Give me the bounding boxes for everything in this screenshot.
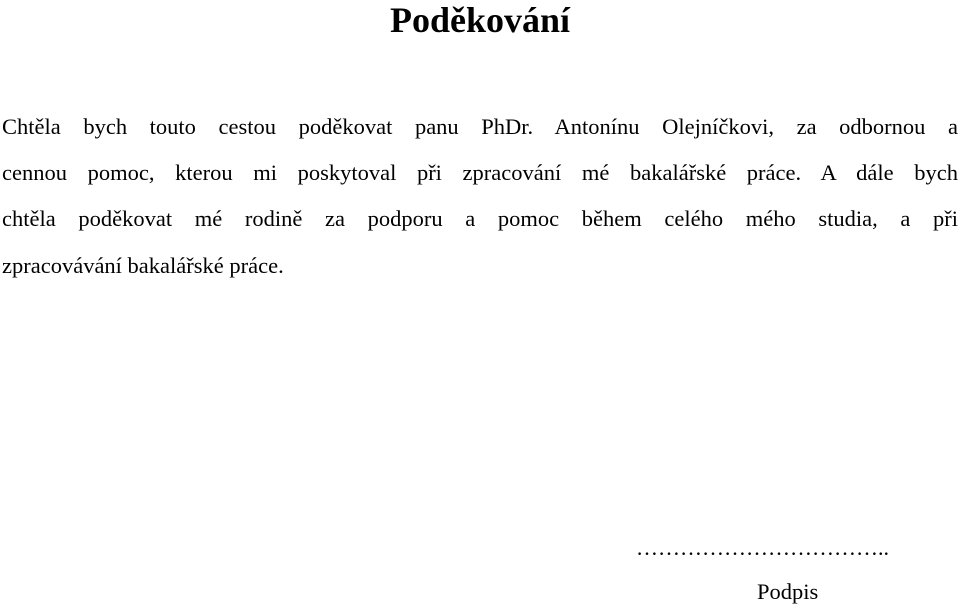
paragraph-line-1: Chtěla bych touto cestou poděkovat panu PhDr. Antonínu Olejníčkovi, za odbornou a	[2, 114, 958, 139]
paragraph-line-3: chtěla poděkovat mé rodině za podporu a pomoc během celého mého studia, a při	[2, 206, 958, 231]
signature-line: ……………………………..	[636, 535, 889, 560]
paragraph-line-2: cennou pomoc, kterou mi poskytoval při zpracování mé bakalářské práce. A dále bych	[2, 160, 958, 185]
page-title: Poděkování	[389, 0, 571, 40]
signature-label: Podpis	[757, 579, 819, 604]
paragraph-line-4: zpracovávání bakalářské práce.	[2, 253, 284, 278]
